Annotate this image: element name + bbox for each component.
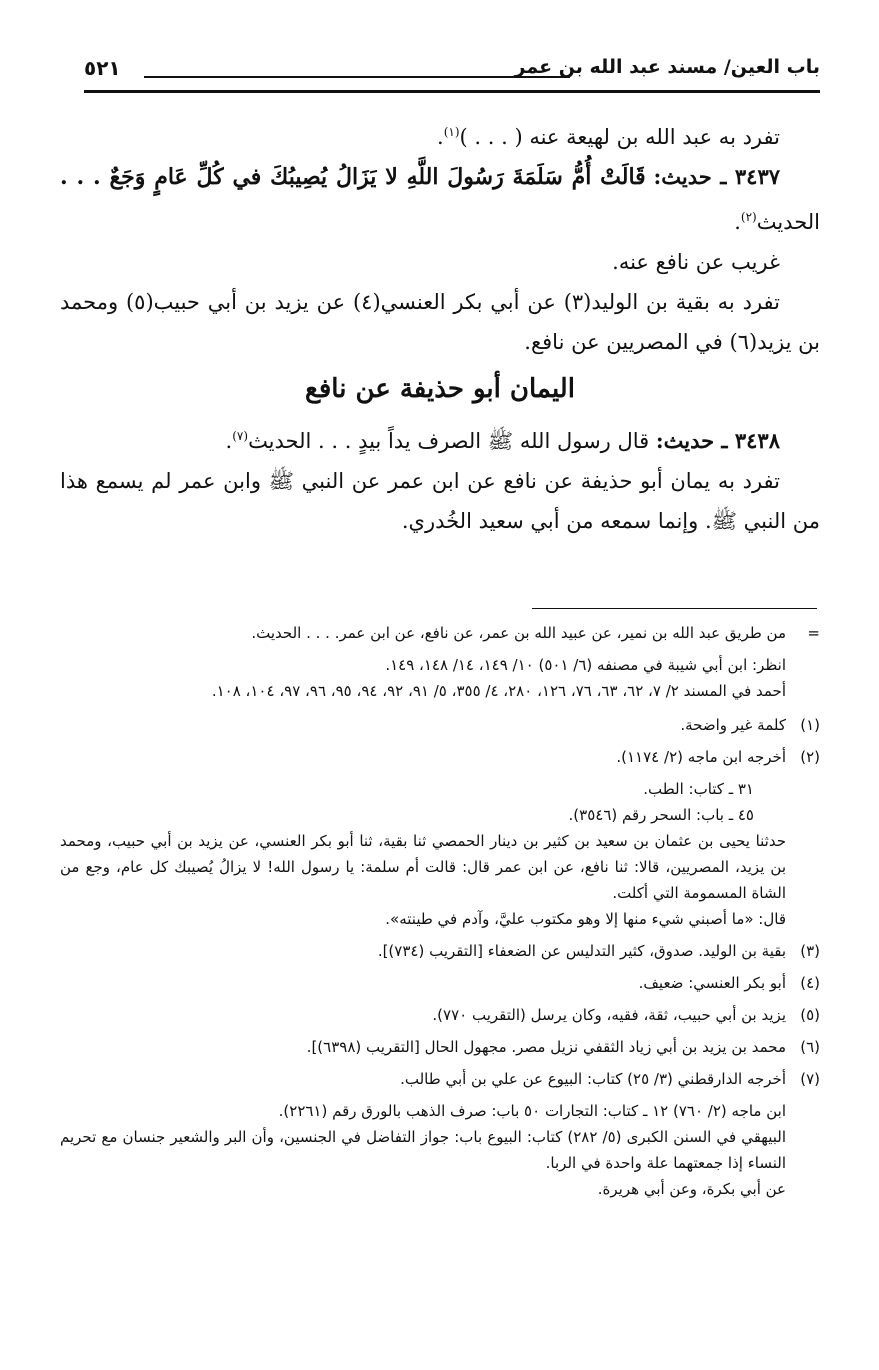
footnote-5-number: (٥) bbox=[800, 1006, 820, 1024]
footnote-4-number: (٤) bbox=[800, 974, 820, 992]
footnote-ref-2: (٢) bbox=[740, 210, 757, 224]
footnote-2-isnad: حدثنا يحيى بن عثمان بن سعيد بن كثير بن دينار الحمصي ثنا بقية، ثنا أبو بكر العنسي، عن يزيد بن أبي حبيب، ومحمد بن يزيد، المصريين، قالا: ثنا نافع، عن ابن عمر قال: قالت أم سلمة: يا رسول الله! لا يزالُ يُصيبك كل عام، وجع من الشاة المسمومة التي أكلت. bbox=[60, 832, 786, 902]
hadith-3437-text: قَالَتْ أُمُّ سَلَمَةَ رَسُولَ اللَّهِ لا يَزَالُ يُصِيبُكَ في كُلِّ عَامٍ وَجَعٌ . . . bbox=[60, 164, 646, 190]
footnote-separator bbox=[532, 608, 817, 609]
footnote-ref-7: (٧) bbox=[232, 429, 249, 443]
footnote-ref-1: (١) bbox=[443, 125, 460, 139]
footnote-5-text: يزيد بن أبي حبيب، ثقة، فقيه، وكان يرسل (التقريب ٧٧٠). bbox=[432, 1006, 786, 1024]
footnote-2-book: ٣١ ـ كتاب: الطب. bbox=[643, 780, 754, 798]
main-text bbox=[60, 112, 820, 541]
footnote-4-text: أبو بكر العنسي: ضعيف. bbox=[638, 974, 786, 992]
page-number: ٥٢١ bbox=[84, 56, 121, 80]
paragraph-4: تفرد به يمان أبو حذيفة عن نافع عن ابن عمر عن النبي ﷺ وابن عمر لم يسمع هذا من النبي ﷺ. وإنما سمعه من أبي سعيد الخُدري. bbox=[60, 469, 820, 533]
hadith-3438-number: ٣٤٣٨ ـ حديث: bbox=[655, 428, 780, 453]
footnote-7-number: (٧) bbox=[800, 1070, 820, 1088]
footnote-5 bbox=[60, 1002, 820, 1028]
continuation-line-1: من طريق عبد الله بن نمير، عن عبيد الله بن عمر، عن نافع، عن ابن عمر. . . . الحديث. bbox=[251, 624, 786, 642]
footnote-7 bbox=[60, 1066, 820, 1092]
section-title: اليمان أبو حذيفة عن نافع bbox=[305, 374, 575, 404]
footnote-2-text: أخرجه ابن ماجه (٢/ ١١٧٤). bbox=[616, 748, 786, 766]
paragraph-3: تفرد به بقية بن الوليد(٣) عن أبي بكر العنسي(٤) عن يزيد بن أبي حبيب(٥) ومحمد بن يزيد(٦) في المصريين عن نافع. bbox=[60, 290, 820, 354]
footnote-7-ibn-majah: ابن ماجه (٢/ ٧٦٠) ١٢ ـ كتاب: التجارات ٥٠ باب: صرف الذهب بالورق رقم (٢٢٦١). bbox=[278, 1102, 786, 1120]
footnote-7-text: أخرجه الدارقطني (٣/ ٢٥) كتاب: البيوع عن علي بن أبي طالب. bbox=[400, 1070, 786, 1088]
footnote-3 bbox=[60, 938, 820, 964]
paragraph-2: غريب عن نافع عنه. bbox=[612, 250, 780, 274]
footnote-1-text: كلمة غير واضحة. bbox=[680, 716, 786, 734]
footnotes bbox=[60, 620, 820, 1202]
page-header bbox=[84, 48, 820, 94]
hadith-3437-tail: الحديث bbox=[756, 210, 820, 234]
footnote-1 bbox=[60, 712, 820, 738]
footnote-1-number: (١) bbox=[800, 716, 820, 734]
header-rule bbox=[84, 90, 820, 93]
footnote-4 bbox=[60, 970, 820, 996]
footnote-2 bbox=[60, 744, 820, 770]
paragraph-1: تفرد به عبد الله بن لهيعة عنه ( . . . )$^{(١)}$. bbox=[437, 125, 780, 149]
footnote-2-quote: قال: «ما أصبني شيء منها إلا وهو مكتوب عليَّ، وآدم في طينته». bbox=[385, 910, 786, 928]
running-title: باب العين/ مسند عبد الله بن عمر bbox=[514, 56, 820, 78]
footnote-2-chapter: ٤٥ ـ باب: السحر رقم (٣٥٤٦). bbox=[568, 806, 754, 824]
hadith-3437: ٣٤٣٧ ـ حديث: قَالَتْ أُمُّ سَلَمَةَ رَسُولَ اللَّهِ لا يَزَالُ يُصِيبُكَ في كُلِّ عَامٍ وَجَعٌ . . . الحديث$^{(٢)}$. bbox=[60, 164, 820, 234]
header-leader-line bbox=[144, 76, 570, 78]
continuation-marker: = bbox=[807, 624, 820, 642]
footnote-7-also: عن أبي بكرة، وعن أبي هريرة. bbox=[597, 1180, 786, 1198]
hadith-3437-number: ٣٤٣٧ ـ حديث: bbox=[653, 164, 781, 189]
continuation-line-2: انظر: ابن أبي شيبة في مصنفه (٦/ ٥٠١) ١٠/ ١٤٩، ١٤/ ١٤٨، ١٤٩. bbox=[385, 656, 786, 674]
continuation-line-3: أحمد في المسند ٢/ ٧، ٦٢، ٦٣، ٧٦، ١٢٦، ٢٨٠، ٤/ ٣٥٥، ٥/ ٩١، ٩٢، ٩٤، ٩٥، ٩٦، ٩٧، ١٠٤، ١٠٨. bbox=[211, 682, 786, 700]
footnote-6-text: محمد بن يزيد بن أبي زياد الثقفي نزيل مصر. مجهول الحال [التقريب (٦٣٩٨)]. bbox=[306, 1038, 786, 1056]
footnote-3-number: (٣) bbox=[800, 942, 820, 960]
footnote-2-number: (٢) bbox=[800, 748, 820, 766]
footnote-6 bbox=[60, 1034, 820, 1060]
hadith-3438: ٣٤٣٨ ـ حديث: قال رسول الله ﷺ الصرف يداً بيدٍ . . . الحديث$^{(٧)}$. bbox=[225, 428, 780, 453]
hadith-3438-text: قال رسول الله ﷺ الصرف يداً بيدٍ . . . الحديث bbox=[248, 429, 650, 453]
paragraph-1-text: تفرد به عبد الله بن لهيعة عنه ( . . . ) bbox=[459, 125, 780, 149]
footnote-7-bayhaqi: البيهقي في السنن الكبرى (٥/ ٢٨٢) كتاب: البيوع باب: جواز التفاضل في الجنسين، وأن البر والشعير جنسان مع تحريم النساء إذا جمعتهما علة واحدة في الربا. bbox=[60, 1128, 787, 1172]
footnote-continuation bbox=[60, 620, 820, 646]
footnote-6-number: (٦) bbox=[800, 1038, 820, 1056]
footnote-3-text: بقية بن الوليد. صدوق، كثير التدليس عن الضعفاء [التقريب (٧٣٤)]. bbox=[377, 942, 786, 960]
